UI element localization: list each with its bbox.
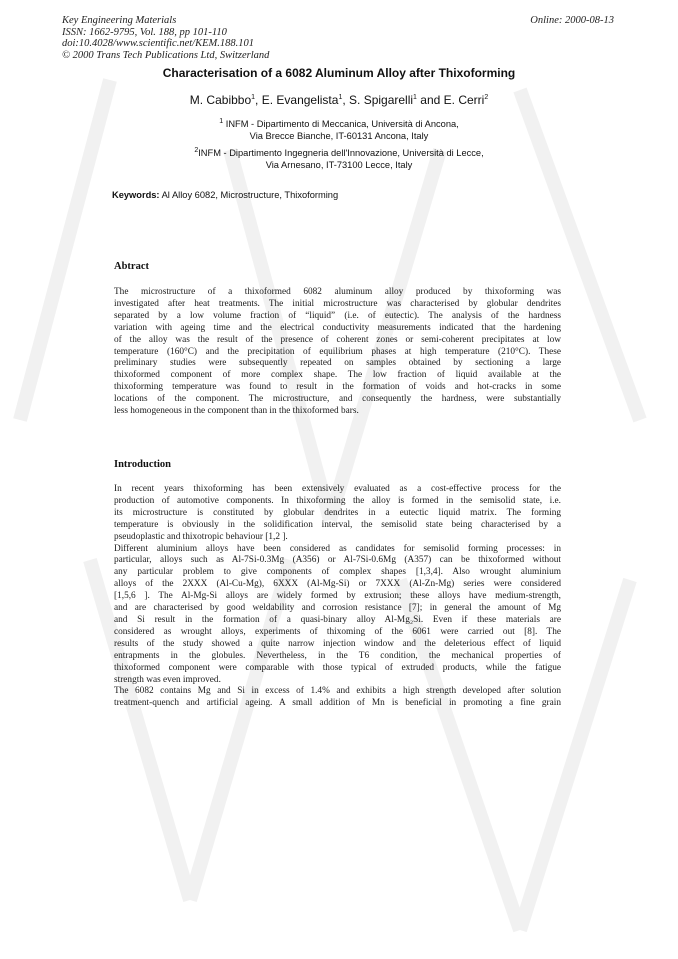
issn-line: ISSN: 1662-9795, Vol. 188, pp 101-110	[62, 26, 227, 38]
affiliation-line: Via Brecce Bianche, IT-60131 Ancona, Italy	[249, 131, 429, 142]
abstract-body	[114, 287, 561, 418]
affiliation-mark: 1	[219, 118, 224, 125]
text-line: thixoformed component were comparable with those typical of extruded products, while the fatigue	[114, 662, 561, 673]
text-line: Different aluminium alloys have been considered as candidates for semisolid forming processes: in	[114, 543, 561, 554]
text-line: In recent years thixoforming has been extensively evaluated as a cost-effective process for the	[114, 484, 561, 494]
text-line: and Si result in the formation of a quasi-binary alloy Al-Mg₂Si. Even if these materials are	[114, 614, 561, 625]
author-separator: ,	[342, 93, 350, 107]
text-line: any particular problem to give components of complex shapes [1,3,4]. Also wrought aluminium	[114, 567, 561, 578]
abstract-heading: Abtract	[114, 261, 149, 272]
introduction-heading: Introduction	[114, 459, 171, 470]
text-line: and are characterised by good weldability and corrosion resistance [7]; in general the amount of Mg	[114, 603, 561, 614]
author-affiliation-mark: 1	[338, 94, 343, 101]
text-line: less homogeneous in the component than in the thixoformed bars.	[114, 406, 359, 417]
affiliation-1	[0, 116, 678, 142]
text-line: alloys of the 2XXX (Al-Cu-Mg), 6XXX (Al-Mg-Si) or 7XXX (Al-Zn-Mg) series were considered	[114, 579, 561, 590]
copyright-line: © 2000 Trans Tech Publications Ltd, Switzerland	[62, 49, 270, 61]
text-line: considered as wrought alloys, experiments of thixoming of the 6061 were carried out [8]. The	[114, 626, 561, 637]
author-list	[0, 93, 678, 107]
text-line: locations of the component. The microstructure, and consequently the hardness, were substantially	[114, 394, 561, 405]
text-line: investigated after heat treatments. The initial microstructure was characterised by globular dendrites	[114, 298, 561, 309]
text-line: separated by a low volume fraction of “liquid” (i.e. of eutectic). The analysis of the hardness	[114, 310, 561, 321]
affiliation-line: Via Arnesano, IT-73100 Lecce, Italy	[265, 160, 413, 171]
text-line: results of the study showed a quite narrow injection window and the deleterious effect of liquid	[114, 638, 561, 649]
affiliation-mark: 2	[194, 147, 199, 154]
author-name: E. Cerri	[443, 93, 485, 107]
doi-line: doi:10.4028/www.scientific.net/KEM.188.101	[62, 38, 254, 49]
paper-title: Characterisation of a 6082 Aluminum Alloy after Thixoforming	[162, 66, 516, 80]
text-line: pseudoplastic and thixotropic behaviour [1,2 ].	[114, 531, 288, 542]
text-line: thixoformed component of more complex shape. The low fraction of liquid available at the	[114, 370, 561, 381]
affiliation-line: INFM - Dipartimento Ingegneria dell'Innovazione, Università di Lecce,	[198, 148, 484, 159]
text-line: thixoforming temperature was found to result in the formation of voids and hot-cracks in some	[114, 382, 561, 393]
text-line: strength was even improved.	[114, 674, 221, 685]
text-line: production of automotive components. In thixoforming the alloy is formed in the semisolid state, i.e.	[114, 495, 561, 506]
online-date: Online: 2000-08-13	[530, 15, 614, 26]
journal-header	[62, 15, 269, 61]
text-line: temperature (160°C) and the precipitation of equilibrium phases at high temperature (210°C). These	[114, 346, 561, 357]
keywords	[112, 190, 338, 200]
author-affiliation-mark: 2	[484, 94, 489, 101]
author-affiliation-mark: 1	[413, 94, 417, 101]
affiliation-line: INFM - Dipartimento di Meccanica, Università di Ancona,	[225, 119, 459, 130]
text-line: preliminary studies were subsequently repeated on samples obtained by sectioning a large	[114, 358, 561, 369]
text-line: The 6082 contains Mg and Si in excess of 1.4% and exhibits a high strength developed after solution	[114, 686, 561, 697]
author-separator: ,	[255, 93, 262, 107]
introduction-body	[114, 484, 561, 710]
author-name: S. Spigarelli	[349, 93, 414, 107]
keywords-label: Keywords:	[112, 190, 160, 200]
text-line: [1,5,6 ]. The Al-Mg-Si alloys are widely formed by extrusion; these alloys have medium-strength,	[114, 591, 561, 602]
text-line: variation with ageing time and the electrical conductivity measurements indicated that the hardening	[114, 322, 561, 333]
author-separator: and	[416, 93, 444, 107]
text-line: of the alloy was the result of the presence of coherent zones or semi-coherent precipitates at low	[114, 334, 561, 345]
text-line: particular, alloys such as Al-7Si-0.3Mg (A356) or Al-7Si-0.6Mg (A357) can be thixoformed without	[114, 555, 561, 566]
affiliation-2	[0, 145, 678, 171]
text-line: The microstructure of a thixoformed 6082 aluminum alloy produced by thixoforming was	[114, 287, 561, 297]
author-affiliation-mark: 1	[251, 94, 256, 101]
text-line: treatment-quench and artificial ageing. A small addition of Mn is beneficial in promoting a fine grain	[114, 698, 561, 709]
text-line: temperature is obviously in the solidification interval, the semisolid state being characterised by a	[114, 519, 561, 530]
text-line: entrapments in the globules. Nevertheless, in the T6 condition, the mechanical properties of	[114, 650, 561, 661]
keywords-text: Al Alloy 6082, Microstructure, Thixoforming	[161, 190, 339, 200]
text-line: its microstructure is constituted by globular dendrites in a eutectic liquid matrix. The forming	[114, 507, 561, 518]
author-name: M. Cabibbo	[189, 93, 252, 107]
author-name: E. Evangelista	[261, 93, 339, 107]
journal-name: Key Engineering Materials	[62, 15, 177, 26]
